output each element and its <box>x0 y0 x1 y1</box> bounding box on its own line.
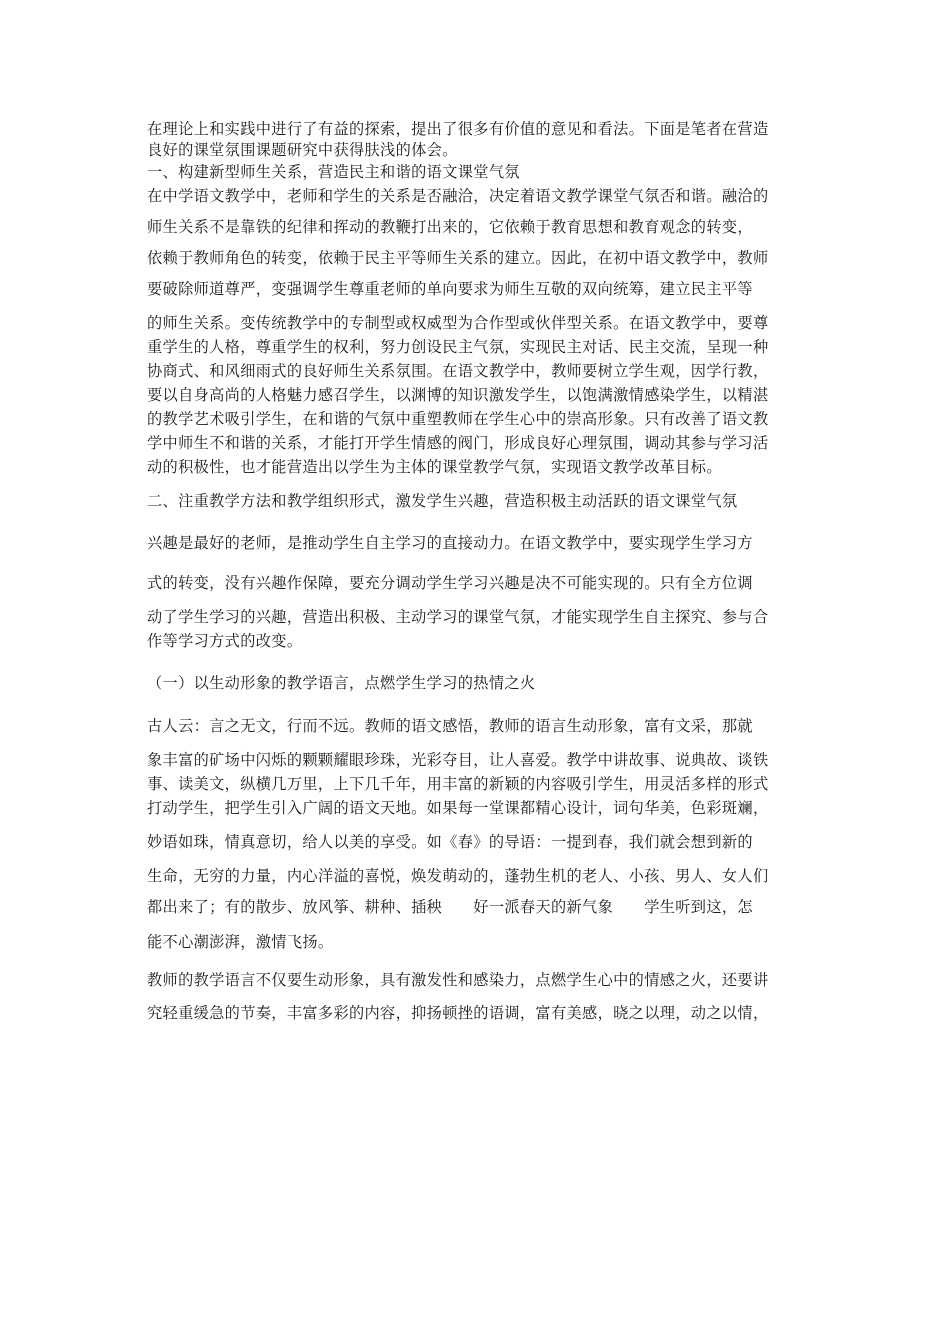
text-line: 要破除师道尊严，变强调学生尊重老师的单向要求为师生互敬的双向统筹，建立民主平等 <box>147 280 753 298</box>
text-line: 兴趣是最好的老师，是推动学生自主学习的直接动力。在语文教学中，要实现学生学习方 <box>147 534 753 552</box>
text-line: 打动学生，把学生引入广阔的语文天地。如果每一堂课都精心设计，词句华美，色彩斑斓， <box>147 799 769 817</box>
text-line: 作等学习方式的改变。 <box>147 632 303 650</box>
text-line: 的教学艺术吸引学生，在和谐的气氛中重塑教师在学生心中的崇高形象。只有改善了语文教 <box>147 410 769 428</box>
text-line: 能不心潮澎湃，激情飞扬。 <box>147 933 334 951</box>
text-line: 的师生关系。变传统教学中的专制型或权威型为合作型或伙伴型关系。在语文教学中，要尊 <box>147 314 769 332</box>
text-line: 动的积极性，也才能营造出以学生为主体的课堂教学气氛，实现语文教学改革目标。 <box>147 458 722 476</box>
section-heading: 一、构建新型师生关系，营造民主和谐的语文课堂气氛 <box>147 163 520 181</box>
text-line: 式的转变，没有兴趣作保障，要充分调动学生学习兴趣是决不可能实现的。只有全方位调 <box>147 574 753 592</box>
text-line: 在中学语文教学中，老师和学生的关系是否融洽，决定着语文教学课堂气氛否和谐。融洽的 <box>147 187 769 205</box>
text-line: 要以自身高尚的人格魅力感召学生，以渊博的知识激发学生，以饱满激情感染学生，以精湛 <box>147 386 769 404</box>
subsection-heading: （一）以生动形象的教学语言，点燃学生学习的热情之火 <box>147 674 536 692</box>
text-line: 究轻重缓急的节奏，丰富多彩的内容，抑扬顿挫的语调，富有美感，晓之以理，动之以情， <box>147 1004 769 1022</box>
text-line: 象丰富的矿场中闪烁的颗颗耀眼珍珠，光彩夺目，让人喜爱。教学中讲故事、说典故、谈铁 <box>147 751 769 769</box>
text-line: 妙语如珠，情真意切，给人以美的享受。如《春》的导语：一提到春，我们就会想到新的 <box>147 833 753 851</box>
text-line: 学中师生不和谐的关系，才能打开学生情感的阀门，形成良好心理氛围，调动其参与学习活 <box>147 434 769 452</box>
text-line: 协商式、和风细雨式的良好师生关系氛围。在语文教学中，教师要树立学生观，因学行教， <box>147 362 769 380</box>
text-line: 事、读美文，纵横几万里，上下几千年，用丰富的新颖的内容吸引学生，用灵活多样的形式 <box>147 775 769 793</box>
text-line: 师生关系不是靠铁的纪律和挥动的教鞭打出来的，它依赖于教育思想和教育观念的转变， <box>147 218 753 236</box>
text-line: 动了学生学习的兴趣，营造出积极、主动学习的课堂气氛，才能实现学生自主探究、参与合 <box>147 608 769 626</box>
text-line: 都出来了；有的散步、放风筝、耕种、插秧 好一派春天的新气象 学生听到这，怎 <box>147 898 753 916</box>
text-line: 生命，无穷的力量，内心洋溢的喜悦，焕发萌动的，蓬勃生机的老人、小孩、男人、女人们 <box>147 867 769 885</box>
text-line: 重学生的人格，尊重学生的权利，努力创设民主气氛，实现民主对话、民主交流，呈现一种 <box>147 338 769 356</box>
text-line: 在理论上和实践中进行了有益的探索，提出了很多有价值的意见和看法。下面是笔者在营造 <box>147 120 769 138</box>
text-line: 依赖于教师角色的转变，依赖于民主平等师生关系的建立。因此，在初中语文教学中，教师 <box>147 249 769 267</box>
text-line: 教师的教学语言不仅要生动形象，具有激发性和感染力，点燃学生心中的情感之火，还要讲 <box>147 971 769 989</box>
section-heading: 二、注重教学方法和教学组织形式，激发学生兴趣，营造积极主动活跃的语文课堂气氛 <box>147 492 738 510</box>
text-line: 良好的课堂氛围课题研究中获得肤浅的体会。 <box>147 141 458 159</box>
text-line: 古人云：言之无文，行而不远。教师的语文感悟，教师的语言生动形象，富有文采，那就 <box>147 717 753 735</box>
